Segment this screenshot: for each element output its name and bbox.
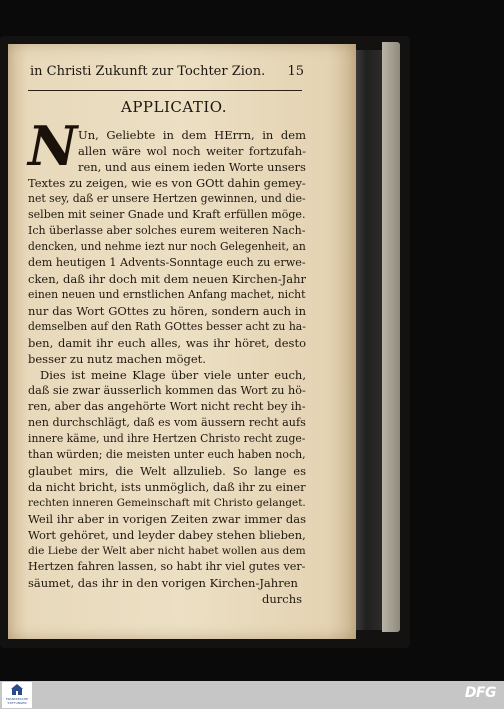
text-line: innere käme, und ihre Hertzen Christo recht zuge- — [28, 432, 306, 445]
text-line: allen wäre wol noch weiter fortzufah- — [78, 144, 306, 158]
text-line: die Liebe der Welt aber nicht habet wollen aus dem — [28, 545, 306, 557]
text-line: Wort gehöret, und leyder dabey stehen blieben, — [28, 528, 306, 542]
text-line: net sey, daß er unsere Hertzen gewinnen, und die- — [28, 192, 306, 205]
text-line: da nicht bricht, ists unmöglich, daß ihr zu einer — [28, 480, 306, 494]
text-line: rechten inneren Gemeinschaft mit Christo gelanget. — [28, 497, 306, 509]
dfg-logo: DFG — [464, 685, 496, 701]
text-line: than würden; die meisten unter euch haben noch, — [28, 448, 306, 461]
drop-capital: N — [28, 114, 78, 178]
text-line: einen neuen und ernstlichen Anfang machet, nicht — [28, 288, 306, 301]
text-line: Ich überlasse aber solches eurem weiteren Nach- — [28, 224, 306, 237]
text-line: säumet, das ihr in den vorigen Kirchen-Jahren — [28, 576, 298, 590]
text-line: cken, daß ihr doch mit dem neuen Kirchen-Jahr — [28, 272, 306, 286]
text-line: ren, aber das angehörte Wort nicht recht bey ih- — [28, 400, 306, 413]
page-header — [30, 64, 302, 84]
text-line: dencken, und nehme iezt nur noch Gelegenheit, an — [28, 240, 306, 253]
text-line: demselben auf den Rath GOttes besser acht zu ha- — [28, 320, 306, 333]
text-line: besser zu nutz machen möget. — [28, 352, 206, 366]
institution-logo — [2, 682, 32, 708]
text-line: dem heutigen 1 Advents-Sonntage euch zu erwe- — [28, 256, 306, 269]
section-title: APPLICATIO. — [120, 98, 227, 116]
text-line: daß sie zwar äusserlich kommen das Wort zu hö- — [28, 384, 306, 397]
page-number: 15 — [287, 64, 304, 79]
text-line: glaubet mirs, die Welt allzulieb. So lange es — [28, 464, 306, 478]
text-line: Hertzen fahren lassen, so habt ihr viel gutes ver- — [28, 560, 306, 573]
text-line: Un, Geliebte in dem HErrn, in dem — [78, 128, 306, 142]
text-line: Dies ist meine Klage über viele unter euch, — [40, 368, 306, 382]
viewer-footer-bar — [0, 681, 504, 709]
text-line: nen durchschlägt, daß es vom äussern recht aufs — [28, 416, 306, 429]
header-rule — [28, 90, 302, 91]
running-title: in Christi Zukunft zur Tochter Zion. — [30, 64, 266, 79]
text-line: ben, damit ihr euch alles, was ihr höret, desto — [28, 336, 306, 350]
book-cover-edge — [382, 42, 400, 632]
text-line: Textes zu zeigen, wie es von GOtt dahin gemey- — [28, 176, 306, 190]
catchword: durchs — [262, 592, 303, 606]
logo-caption: FRANCKESCHE STIFTUNGEN — [5, 697, 29, 705]
text-line: selben mit seiner Gnade und Kraft erfüllen möge. — [28, 208, 306, 221]
text-line: Weil ihr aber in vorigen Zeiten zwar immer das — [28, 512, 306, 526]
text-line: nur das Wort GOttes zu hören, sondern auch in — [28, 304, 306, 318]
building-icon — [11, 684, 23, 696]
text-line: ren, und aus einem ieden Worte unsers — [78, 160, 306, 174]
page-block-edge — [356, 50, 382, 630]
